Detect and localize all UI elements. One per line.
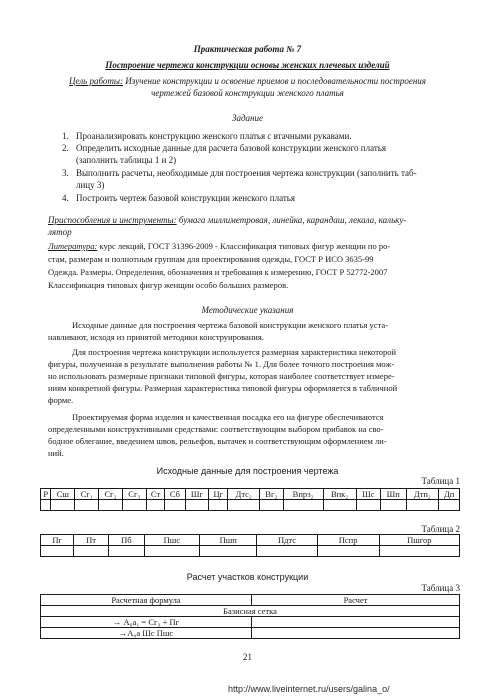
watermark-url[interactable]: http://www.liveinternet.ru/users/galina_o/ (228, 684, 390, 694)
task-4-number: 4. (62, 193, 69, 203)
para2-line-5: форме. (48, 395, 74, 405)
table2-header-cell: Пшгор (379, 535, 459, 546)
table1-header-cell: Сг₂ (99, 489, 123, 500)
tools-line-1 (48, 215, 406, 226)
table3 (40, 594, 460, 639)
table3-row2-formula: →А₀а Шс Пшс (41, 628, 252, 639)
para2-line-2: фигуры, полученная в результате выполнения работы № 1. Для более точного построения мож- (48, 359, 395, 369)
table2-empty-cell (199, 546, 256, 557)
page-title: Практическая работа № 7 (193, 44, 302, 54)
para3-line-2: определенными конструктивными средствами: соответствующим выбором прибавок на сво- (48, 424, 384, 434)
table1-header-cell: Впк₂ (323, 489, 356, 500)
table1-header-cell: Дп (439, 489, 460, 500)
para3-line-1: Проектируемая форма изделия и качественная посадка его на фигуре обеспечиваются (72, 412, 384, 422)
literature-line-3: Одежда. Размеры. Определения, обозначения и требования к измерению, ГОСТ Р 52772-2007 (48, 267, 388, 277)
table2-empty-cell (144, 546, 199, 557)
table1-label: Таблица 1 (421, 476, 460, 486)
task-3-number: 3. (62, 168, 69, 178)
table2-header-row (41, 535, 460, 546)
table1-empty-cell (99, 500, 123, 511)
table1-empty-cell (41, 500, 51, 511)
table1-empty-cell (51, 500, 75, 511)
goal-line-1 (0, 76, 495, 87)
table2-empty-cell (74, 546, 108, 557)
table2-label: Таблица 2 (421, 524, 460, 534)
table1-empty-cell (209, 500, 228, 511)
table1-empty-cell (75, 500, 99, 511)
table1-empty-cell (283, 500, 323, 511)
table1-header-row (41, 489, 460, 500)
table2-header-cell: Пспр (317, 535, 379, 546)
table1-header-cell: Впрз₂ (283, 489, 323, 500)
table1-header-cell: Ст (146, 489, 165, 500)
table1-header-cell: Сш (51, 489, 75, 500)
page-subtitle: Построение чертежа конструкции основы женских плечевых изделий (105, 60, 390, 70)
task-2-number: 2. (62, 143, 69, 153)
goal-line-2: чертежей базовой конструкции женского платья (151, 88, 344, 98)
para3-line-4: ний. (48, 448, 64, 458)
table1-header-cell: Дтс₂ (228, 489, 259, 500)
goal-text: Изучение конструкции и освоение приемов и последовательности построения (125, 76, 426, 86)
para3-line-3: бодное облегание, введением швов, рельефов, вытачек и соответствующим оформлением ли- (48, 436, 387, 446)
table2-header-cell: Пдтс (257, 535, 317, 546)
table2-empty-cell (41, 546, 74, 557)
table2-header-cell: Пшс (144, 535, 199, 546)
table3-row2-calc (252, 628, 460, 639)
table1-empty-cell (356, 500, 380, 511)
table3-row1-formula: → А₀а₁ = Сг₃ + Пг (41, 617, 252, 628)
table2-empty-cell (317, 546, 379, 557)
table3-caption: Расчет участков конструкции (186, 572, 309, 582)
table1-empty-cell (185, 500, 209, 511)
table1-empty-cell (259, 500, 283, 511)
table2-header-cell: Пт (74, 535, 108, 546)
task-heading: Задание (232, 113, 263, 123)
task-2-continuation: (заполнить таблицы 1 и 2) (76, 155, 177, 165)
table2-empty-row (41, 546, 460, 557)
literature-line-2: стам, размерам и полнотным группам для проектирования одежды, ГОСТ Р ИСО 3635-99 (48, 254, 374, 264)
table1-empty-cell (380, 500, 406, 511)
method-heading: Методические указания (201, 305, 294, 315)
table1-caption: Исходные данные для построения чертежа (156, 466, 339, 476)
task-1-number: 1. (62, 131, 69, 141)
table1 (40, 488, 460, 511)
tools-line-2: лятор (48, 227, 72, 237)
table1-empty-cell (439, 500, 460, 511)
table1-header-cell: Шп (380, 489, 406, 500)
table2-header-cell: Пг (41, 535, 74, 546)
table1-empty-cell (122, 500, 146, 511)
table2-empty-cell (257, 546, 317, 557)
table2-empty-cell (379, 546, 459, 557)
table1-header-cell: Шс (356, 489, 380, 500)
table1-empty-cell (146, 500, 165, 511)
task-3-continuation: лицу 3) (76, 180, 105, 190)
table3-label: Таблица 3 (421, 583, 460, 593)
table2-header-cell: Пб (108, 535, 144, 546)
page-number: 21 (243, 652, 252, 662)
table3-col-formula: Расчетная формула (41, 595, 252, 606)
literature-line-4: Классификация типовых фигур женщин особо больших размеров. (48, 280, 289, 290)
table1-header-cell: Сг₁ (75, 489, 99, 500)
table1-header-cell: Дтп₂ (406, 489, 439, 500)
para1-line-1: Исходные данные для построения чертежа базовой конструкции женского платья уста- (72, 320, 388, 330)
table1-empty-cell (165, 500, 185, 511)
table1-header-cell: Сб (165, 489, 185, 500)
table2-header-cell: Пшп (199, 535, 256, 546)
tools-label: Приспособления и инструменты: (48, 215, 177, 225)
table1-header-cell: Вг₂ (259, 489, 283, 500)
para2-line-3: но использовать размерные признаки типовой фигуры, которая наиболее соответствует измере- (48, 371, 395, 381)
table1-empty-cell (323, 500, 356, 511)
tools-text: бумага миллиметровая, линейка, карандаш, лекала, кальку- (178, 215, 407, 225)
table3-section-row: Базисная сетка (41, 606, 460, 617)
task-1-text: Проанализировать конструкцию женского платья с втачными рукавами. (76, 131, 352, 141)
table1-empty-cell (228, 500, 259, 511)
table3-row1-calc (252, 617, 460, 628)
task-3-text: Выполнить расчеты, необходимые для построения чертежа конструкции (заполнить таб- (76, 168, 417, 178)
task-4-text: Построить чертеж базовой конструкции женского платья (76, 193, 296, 203)
para2-line-4: ниям конкретной фигуры. Размерная характеристика типовой фигуры оформляется в табличной (48, 383, 398, 393)
table1-header-cell: Р (41, 489, 51, 500)
table1-header-cell: Шг (185, 489, 209, 500)
table1-empty-cell (406, 500, 439, 511)
goal-label: Цель работы: (68, 76, 124, 86)
task-2-text: Определить исходные данные для расчета базовой конструкции женского платья (76, 143, 387, 153)
table1-header-cell: Сг₃ (122, 489, 146, 500)
table2 (40, 534, 460, 557)
para1-line-2: навливают, исходя из принятой методики конструирования. (48, 332, 264, 342)
table2-empty-cell (108, 546, 144, 557)
table3-col-calc: Расчет (252, 595, 460, 606)
table1-header-cell: Цг (209, 489, 228, 500)
literature-line-1 (48, 241, 390, 252)
literature-label: Литература: (48, 241, 98, 251)
para2-line-1: Для построения чертежа конструкции используется размерная характеристика некоторой (72, 347, 397, 357)
table1-empty-row (41, 500, 460, 511)
literature-text-1: курс лекций, ГОСТ 31396-2009 - Классификация типовых фигур женщин по ро- (99, 241, 391, 251)
